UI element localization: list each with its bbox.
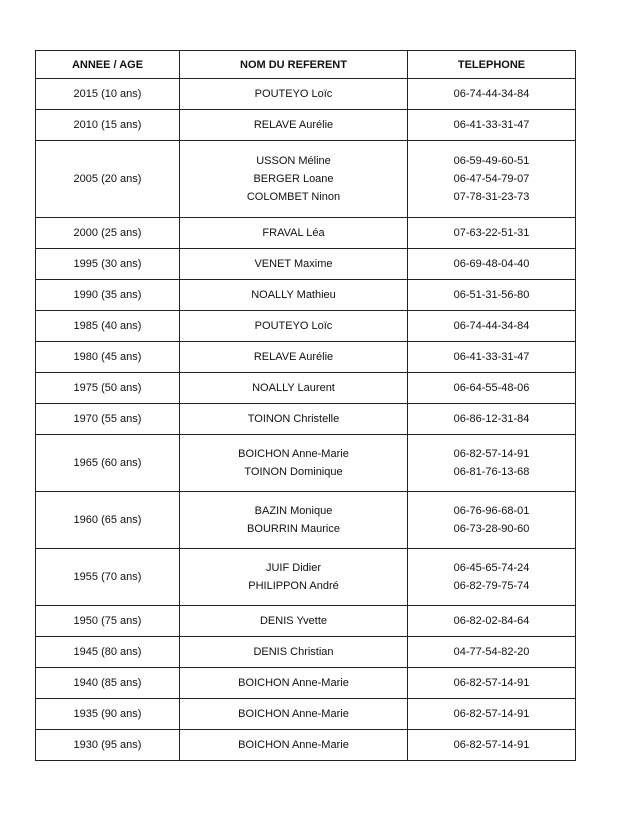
referent-name: BOURRIN Maurice	[247, 523, 340, 535]
table-row	[36, 606, 576, 637]
year-age-cell: 2005 (20 ans)	[36, 141, 180, 218]
telephone-number: 06-82-79-75-74	[453, 580, 530, 592]
referent-name-cell	[180, 311, 408, 342]
telephone-cell	[408, 280, 576, 311]
telephone-number: 06-74-44-34-84	[453, 320, 530, 332]
referent-name-cell	[180, 404, 408, 435]
telephone-number: 06-47-54-79-07	[453, 173, 530, 185]
telephone-cell	[408, 311, 576, 342]
telephone-number: 06-51-31-56-80	[453, 289, 530, 301]
telephone-number: 06-81-76-13-68	[453, 466, 530, 478]
year-age-cell: 2015 (10 ans)	[36, 79, 180, 110]
year-age-cell: 1995 (30 ans)	[36, 249, 180, 280]
referent-name: DENIS Yvette	[259, 615, 328, 627]
telephone-cell	[408, 492, 576, 549]
referent-name-cell	[180, 606, 408, 637]
referent-name-cell	[180, 699, 408, 730]
year-age-cell: 1975 (50 ans)	[36, 373, 180, 404]
table-row	[36, 435, 576, 492]
referent-name: BERGER Loane	[253, 173, 334, 185]
telephone-cell	[408, 249, 576, 280]
header-row	[36, 51, 576, 79]
referent-name-cell	[180, 373, 408, 404]
referent-name: NOALLY Laurent	[252, 382, 335, 394]
referent-name-cell	[180, 110, 408, 141]
year-age-cell: 2000 (25 ans)	[36, 218, 180, 249]
referent-name: TOINON Christelle	[247, 413, 340, 425]
telephone-number: 06-82-57-14-91	[453, 708, 530, 720]
referent-name-cell	[180, 435, 408, 492]
telephone-cell	[408, 699, 576, 730]
referent-name: POUTEYO Loïc	[254, 320, 333, 332]
telephone-number: 07-78-31-23-73	[453, 191, 530, 203]
referent-name-cell	[180, 492, 408, 549]
referent-name: RELAVE Aurélie	[253, 351, 334, 363]
table-row	[36, 373, 576, 404]
table-row	[36, 218, 576, 249]
referent-name-cell	[180, 218, 408, 249]
telephone-number: 07-63-22-51-31	[453, 227, 530, 239]
table-row	[36, 249, 576, 280]
telephone-cell	[408, 218, 576, 249]
table-row	[36, 404, 576, 435]
header-year-age: ANNEE / AGE	[36, 51, 180, 79]
referent-name: FRAVAL Léa	[262, 227, 325, 239]
referent-name: USSON Méline	[256, 155, 331, 167]
table-row	[36, 79, 576, 110]
year-age-cell: 1955 (70 ans)	[36, 549, 180, 606]
table-body	[36, 79, 576, 761]
header-referent-name: NOM DU REFERENT	[180, 51, 408, 79]
referent-name-cell	[180, 668, 408, 699]
referent-name: JUIF Didier	[265, 562, 321, 574]
telephone-number: 06-86-12-31-84	[453, 413, 530, 425]
telephone-cell	[408, 79, 576, 110]
telephone-cell	[408, 606, 576, 637]
referent-name: COLOMBET Ninon	[246, 191, 341, 203]
referent-name-cell	[180, 141, 408, 218]
telephone-number: 06-73-28-90-60	[453, 523, 530, 535]
telephone-number: 06-45-65-74-24	[453, 562, 530, 574]
referent-name: BOICHON Anne-Marie	[238, 677, 349, 689]
telephone-number: 06-69-48-04-40	[453, 258, 530, 270]
referent-name: PHILIPPON André	[248, 580, 339, 592]
referent-name: TOINON Dominique	[244, 466, 343, 478]
header-telephone: TELEPHONE	[408, 51, 576, 79]
telephone-cell	[408, 637, 576, 668]
telephone-number: 04-77-54-82-20	[453, 646, 530, 658]
table-row	[36, 668, 576, 699]
telephone-number: 06-41-33-31-47	[453, 351, 530, 363]
year-age-cell: 1970 (55 ans)	[36, 404, 180, 435]
table-row	[36, 311, 576, 342]
referents-table	[35, 50, 576, 761]
telephone-cell	[408, 110, 576, 141]
telephone-number: 06-74-44-34-84	[453, 88, 530, 100]
referent-name: VENET Maxime	[254, 258, 333, 270]
referent-name: BAZIN Monique	[254, 505, 333, 517]
telephone-cell	[408, 404, 576, 435]
referent-name-cell	[180, 342, 408, 373]
table-header	[36, 51, 576, 79]
year-age-cell: 1965 (60 ans)	[36, 435, 180, 492]
referent-name-cell	[180, 280, 408, 311]
referent-name-cell	[180, 730, 408, 761]
year-age-cell: 2010 (15 ans)	[36, 110, 180, 141]
referent-name: BOICHON Anne-Marie	[238, 739, 349, 751]
referent-name-cell	[180, 79, 408, 110]
table-row	[36, 699, 576, 730]
telephone-number: 06-41-33-31-47	[453, 119, 530, 131]
table-row	[36, 141, 576, 218]
year-age-cell: 1935 (90 ans)	[36, 699, 180, 730]
telephone-cell	[408, 141, 576, 218]
year-age-cell: 1980 (45 ans)	[36, 342, 180, 373]
referent-name: BOICHON Anne-Marie	[238, 448, 349, 460]
referent-name-cell	[180, 249, 408, 280]
year-age-cell: 1985 (40 ans)	[36, 311, 180, 342]
year-age-cell: 1950 (75 ans)	[36, 606, 180, 637]
table-row	[36, 730, 576, 761]
year-age-cell: 1945 (80 ans)	[36, 637, 180, 668]
telephone-number: 06-82-02-84-64	[453, 615, 530, 627]
telephone-number: 06-76-96-68-01	[453, 505, 530, 517]
table-row	[36, 549, 576, 606]
telephone-cell	[408, 373, 576, 404]
referent-name-cell	[180, 549, 408, 606]
telephone-cell	[408, 342, 576, 373]
year-age-cell: 1960 (65 ans)	[36, 492, 180, 549]
telephone-number: 06-59-49-60-51	[453, 155, 530, 167]
telephone-number: 06-82-57-14-91	[453, 739, 530, 751]
telephone-number: 06-64-55-48-06	[453, 382, 530, 394]
telephone-cell	[408, 549, 576, 606]
table-row	[36, 110, 576, 141]
telephone-number: 06-82-57-14-91	[453, 677, 530, 689]
telephone-number: 06-82-57-14-91	[453, 448, 530, 460]
referent-name: NOALLY Mathieu	[251, 289, 336, 301]
referent-name: DENIS Christian	[253, 646, 334, 658]
referent-name: RELAVE Aurélie	[253, 119, 334, 131]
table-row	[36, 637, 576, 668]
table-row	[36, 492, 576, 549]
telephone-cell	[408, 435, 576, 492]
year-age-cell: 1930 (95 ans)	[36, 730, 180, 761]
telephone-cell	[408, 668, 576, 699]
year-age-cell: 1940 (85 ans)	[36, 668, 180, 699]
table-row	[36, 342, 576, 373]
table-row	[36, 280, 576, 311]
referent-name: POUTEYO Loïc	[254, 88, 333, 100]
telephone-cell	[408, 730, 576, 761]
referent-name: BOICHON Anne-Marie	[238, 708, 349, 720]
year-age-cell: 1990 (35 ans)	[36, 280, 180, 311]
referent-name-cell	[180, 637, 408, 668]
